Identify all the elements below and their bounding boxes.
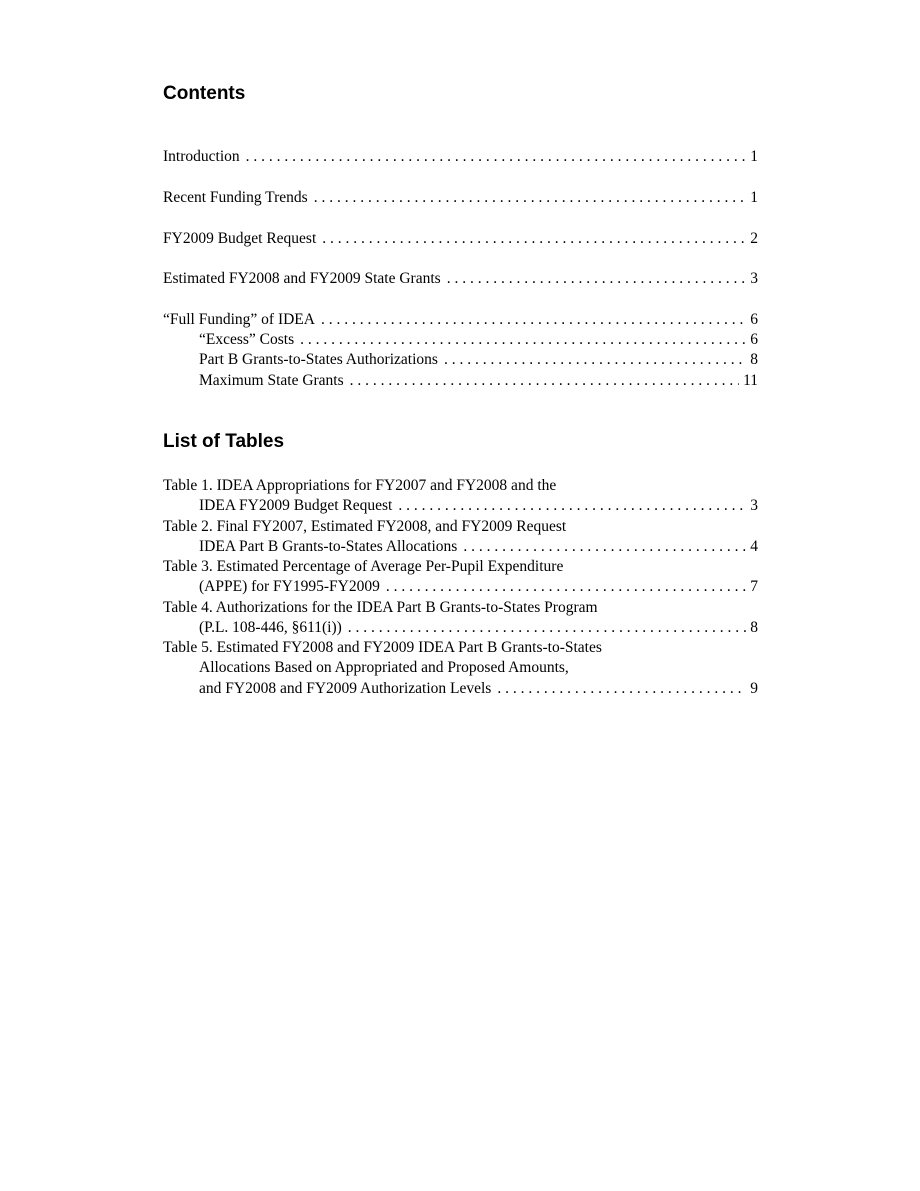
table-entry[interactable] [199,679,758,699]
table-entry-title: (APPE) for FY1995-FY2009 [199,577,386,597]
dot-leader [246,147,747,167]
table-entry-title: IDEA FY2009 Budget Request [199,496,398,516]
toc-entry[interactable] [163,229,758,249]
toc-subentry[interactable] [199,350,758,370]
toc-entry-title: Introduction [163,147,246,167]
table-entry-page: 4 [750,538,758,555]
table-entry-page: 7 [750,578,758,595]
toc-entry-page: 1 [750,189,758,206]
toc-entry[interactable] [163,147,758,167]
table-entry-line[interactable]: Table 1. IDEA Appropriations for FY2007 and FY2008 and the [163,477,557,494]
table-entry[interactable] [199,537,758,557]
toc-entry-title: “Full Funding” of IDEA [163,310,321,330]
toc-entry-page: 6 [750,311,758,328]
table-entry-line[interactable]: Table 5. Estimated FY2008 and FY2009 IDEA Part B Grants-to-States [163,639,602,656]
dot-leader [321,310,746,330]
table-entry-title: and FY2008 and FY2009 Authorization Levels [199,679,497,699]
toc-entry-page: 1 [750,148,758,165]
dot-leader [463,537,746,557]
toc-entry-page: 3 [750,270,758,287]
toc-entry-page: 11 [743,372,758,389]
toc-subentry[interactable] [199,371,758,391]
toc-entry-title: Part B Grants-to-States Authorizations [199,350,444,370]
table-entry[interactable] [199,618,758,638]
contents-heading: Contents [163,83,246,104]
toc-entry[interactable] [163,269,758,289]
table-entry-line[interactable]: Table 4. Authorizations for the IDEA Part B Grants-to-States Program [163,599,598,616]
dot-leader [300,330,746,350]
toc-entry-title: FY2009 Budget Request [163,229,322,249]
dot-leader [322,229,746,249]
toc-entry-page: 2 [750,230,758,247]
toc-entry[interactable] [163,310,758,330]
table-entry-line[interactable]: Table 3. Estimated Percentage of Average Per-Pupil Expenditure [163,558,564,575]
table-entry[interactable] [199,577,758,597]
table-entry-line: Allocations Based on Appropriated and Proposed Amounts, [199,659,569,676]
toc-entry-title: Estimated FY2008 and FY2009 State Grants [163,269,447,289]
table-entry-page: 3 [750,497,758,514]
dot-leader [350,371,739,391]
toc-entry-title: Recent Funding Trends [163,188,314,208]
table-entry-page: 9 [750,680,758,697]
dot-leader [497,679,746,699]
dot-leader [348,618,746,638]
table-entry-line[interactable]: Table 2. Final FY2007, Estimated FY2008, and FY2009 Request [163,518,567,535]
table-entry-page: 8 [750,619,758,636]
toc-entry-title: Maximum State Grants [199,371,350,391]
toc-entry-page: 8 [750,351,758,368]
toc-entry-title: “Excess” Costs [199,330,300,350]
table-entry-title: IDEA Part B Grants-to-States Allocations [199,537,463,557]
toc-subentry[interactable] [199,330,758,350]
table-entry[interactable] [199,496,758,516]
dot-leader [398,496,746,516]
dot-leader [447,269,747,289]
table-entry-title: (P.L. 108-446, §611(i)) [199,618,348,638]
dot-leader [444,350,746,370]
toc-entry[interactable] [163,188,758,208]
dot-leader [314,188,747,208]
toc-entry-page: 6 [750,331,758,348]
dot-leader [386,577,746,597]
list-of-tables-heading: List of Tables [163,431,285,452]
